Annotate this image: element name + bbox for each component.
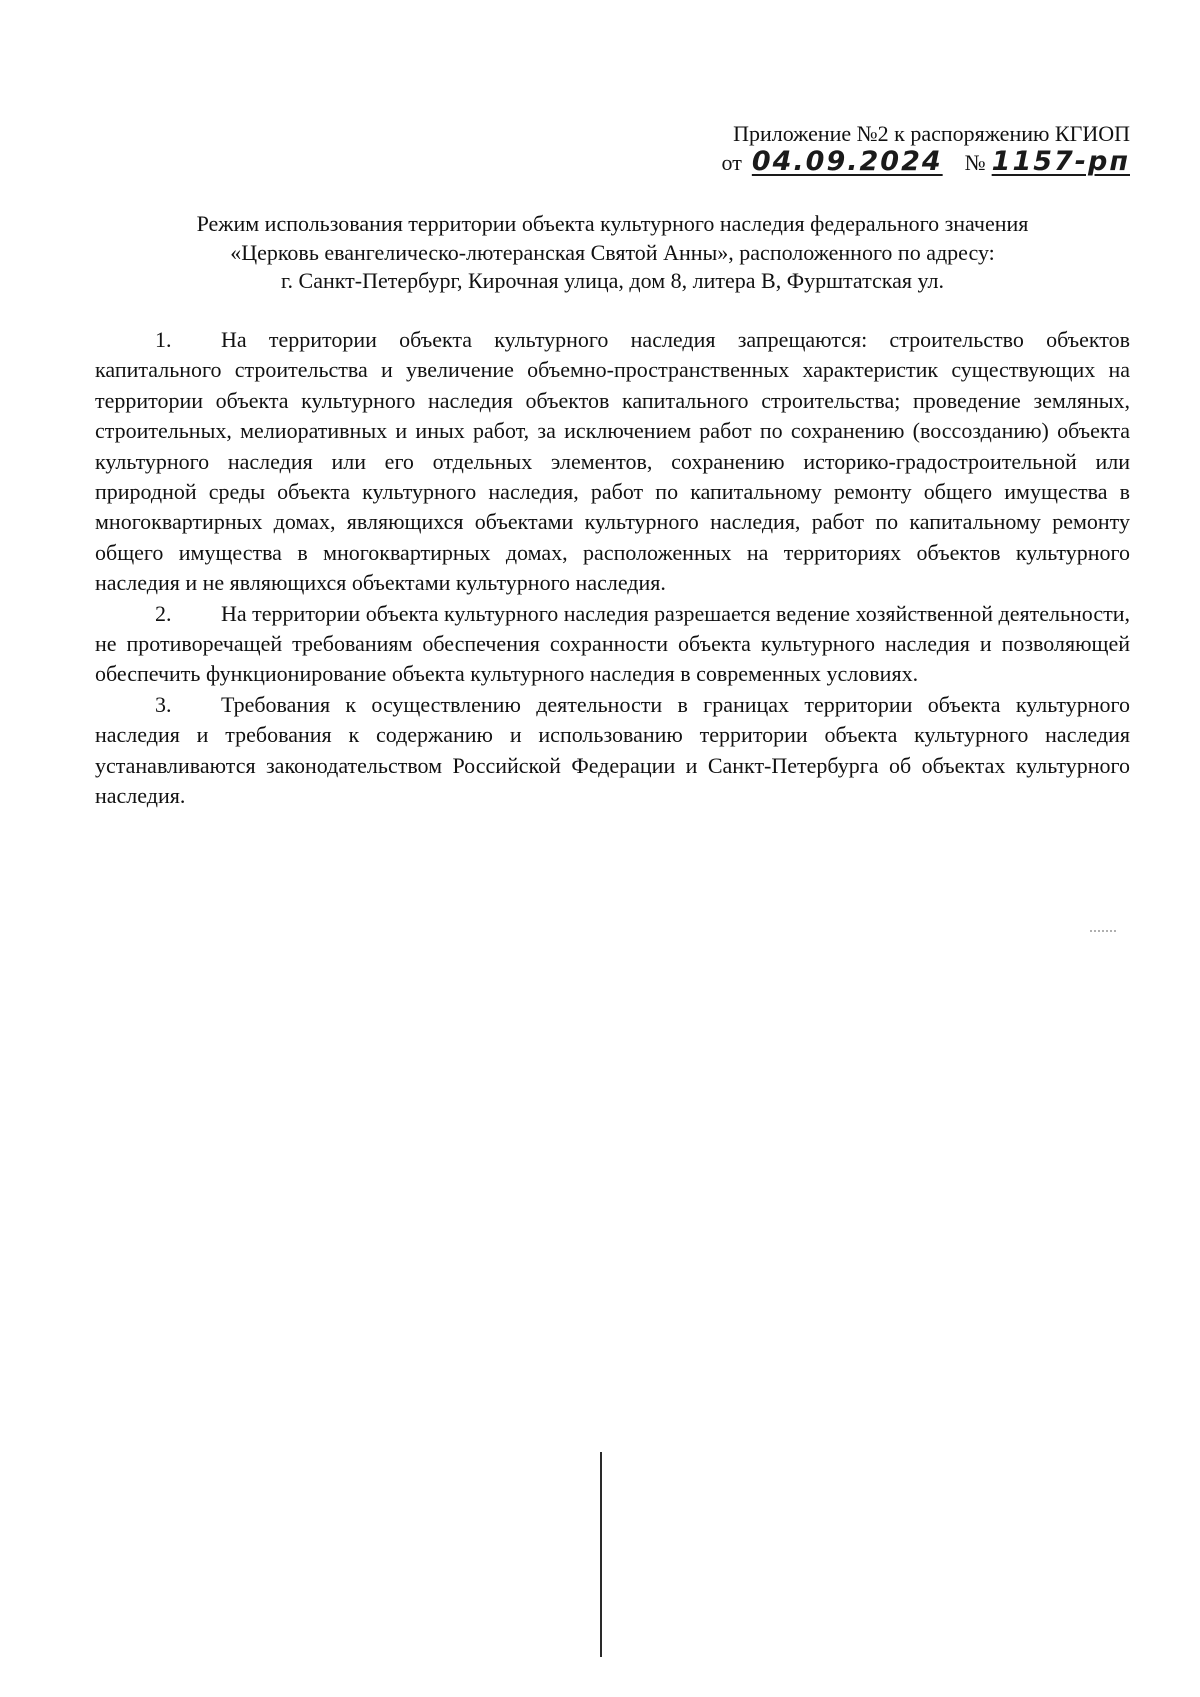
handwritten-date: 04.09.2024 <box>751 146 943 177</box>
paragraph-2 <box>95 599 1130 690</box>
title-line-2: «Церковь евангелическо-лютеранская Святой Анны», расположенного по адресу: <box>230 239 995 265</box>
paragraph-number: 3. <box>155 691 172 717</box>
paragraph-3 <box>95 690 1130 812</box>
number-label: № <box>964 150 986 175</box>
order-reference <box>670 148 1130 177</box>
paragraph-number: 1. <box>155 327 172 352</box>
title-line-1: Режим использования территории объекта культурного наследия федерального значения <box>196 211 1029 236</box>
title-line-3: г. Санкт-Петербург, Кирочная улица, дом 8, литера В, Фурштатская ул. <box>280 268 944 293</box>
document-body <box>95 325 1130 812</box>
scan-specks <box>1090 930 1116 936</box>
handwritten-number: 1157-рп <box>991 146 1130 177</box>
paragraph-1 <box>95 325 1130 599</box>
scan-vertical-line <box>600 1452 602 1657</box>
paragraph-text: На территории объекта культурного наследия разрешается ведение хозяйственной деятельности, не противоречащей требованиям обеспечения сохранности объекта культурного наследия и позволяющей обеспечить функционирование объекта культурного наследия в современных условиях. <box>95 600 1130 687</box>
appendix-title: Приложение №2 к распоряжению КГИОП <box>733 121 1130 146</box>
paragraph-text: Требования к осуществлению деятельности в границах территории объекта культурного наследия и требования к содержанию и использованию территории объекта культурного наследия устанавливаются законодательством Российской Федерации и Санкт-Петербурга об объектах культурного наследия. <box>95 691 1130 809</box>
from-label: от <box>721 150 742 175</box>
paragraph-number: 2. <box>155 600 172 626</box>
paragraph-text: На территории объекта культурного наследия запрещаются: строительство объектов капитального строительства и увеличение объемно-пространственных характеристик существующих на территории объекта культурного наследия объектов капитального строительства; проведение земляных, строительных, мелиоративных и иных работ, за исключением работ по сохранению (воссозданию) объекта культурного наследия или его отдельных элементов, сохранению историко-градостроительной или природной среды объекта культурного наследия, работ по капитальному ремонту общего имущества в многоквартирных домах, являющихся объектами культурного наследия, работ по капитальному ремонту общего имущества в многоквартирных домах, расположенных на территориях объектов культурного наследия и не являющихся объектами культурного наследия. <box>95 327 1130 596</box>
document-title <box>95 210 1130 296</box>
appendix-header <box>670 120 1130 177</box>
